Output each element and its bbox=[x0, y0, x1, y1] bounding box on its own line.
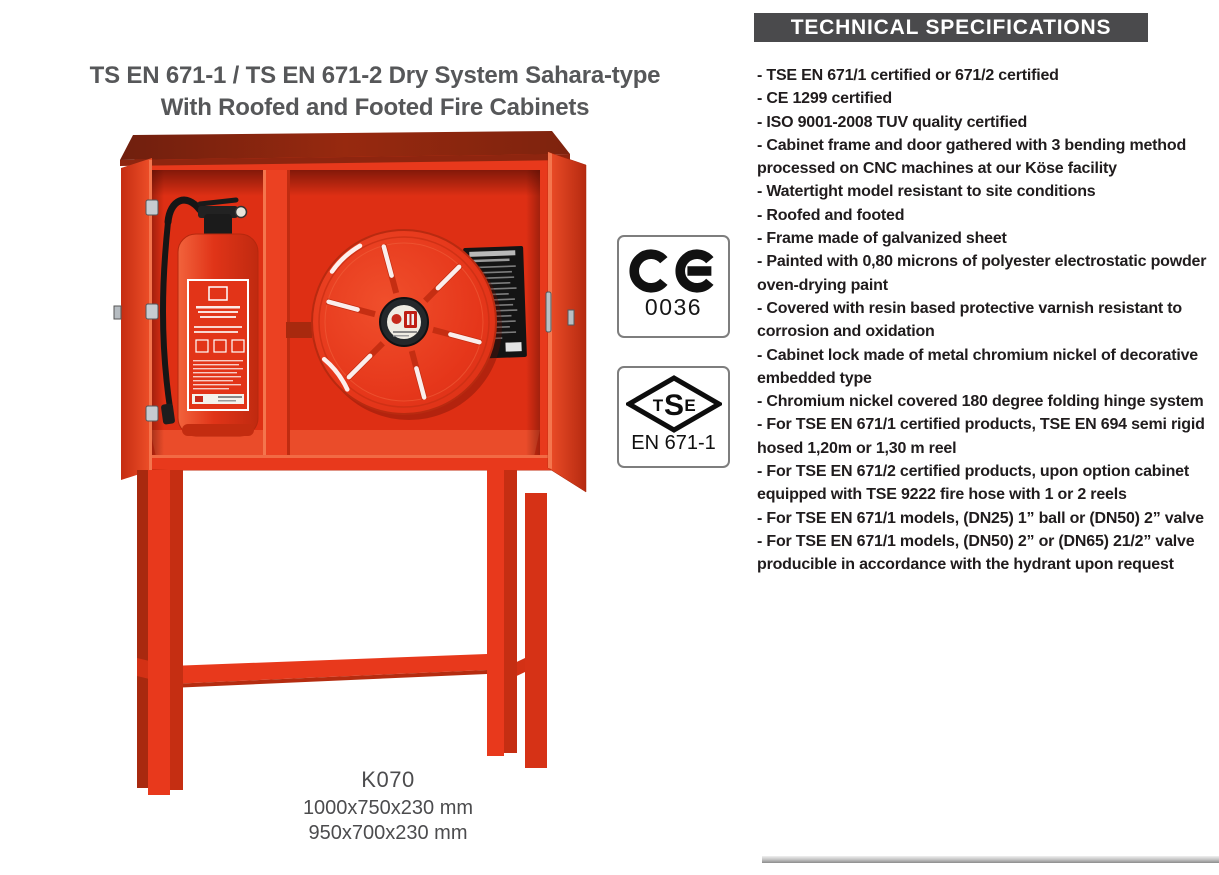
tse-standard-number: EN 671-1 bbox=[631, 432, 716, 454]
tse-letter-e: E bbox=[683, 396, 696, 415]
door-latch-rod-icon bbox=[546, 292, 551, 332]
tse-diamond-icon bbox=[626, 375, 722, 433]
bottom-divider-rule bbox=[762, 856, 1219, 863]
spec-item: - For TSE EN 671/1 models, (DN50) 2” or (DN65) 21/2” valve producible in accordance with the hydrant upon request bbox=[757, 532, 1203, 574]
product-dimension-1: 1000x750x230 mm bbox=[302, 797, 474, 819]
spec-item: - Painted with 0,80 microns of polyester electrostatic powder oven-drying paint bbox=[757, 253, 1211, 294]
right-door bbox=[546, 152, 586, 492]
extinguisher-label bbox=[188, 280, 248, 410]
spec-item: - Frame made of galvanized sheet bbox=[757, 230, 1007, 248]
product-dimension-2: 950x700x230 mm bbox=[308, 822, 468, 844]
ce-mark-icon bbox=[628, 248, 720, 294]
fire-cabinet-illustration bbox=[100, 130, 610, 800]
spec-list bbox=[757, 64, 1219, 577]
spec-item: - For TSE EN 671/2 certified products, upon option cabinet equipped with TSE 9222 fire hose with 1 or 2 reels bbox=[757, 463, 1194, 504]
product-caption bbox=[138, 767, 638, 846]
spec-item: - Roofed and footed bbox=[757, 206, 905, 224]
tse-letter-s: S bbox=[663, 389, 684, 422]
spec-item: - For TSE EN 671/1 certified products, TSE EN 694 semi rigid hosed 1,20m or 1,30 m reel bbox=[757, 416, 1209, 457]
spec-item: - Chromium nickel covered 180 degree folding hinge system bbox=[757, 393, 1204, 411]
spec-item: - Watertight model resistant to site conditions bbox=[757, 183, 1096, 201]
spec-item: - ISO 9001-2008 TUV quality certified bbox=[757, 113, 1028, 131]
spec-item: - Covered with resin based protective varnish resistant to corrosion and oxidation bbox=[757, 299, 1187, 341]
door-handle-icon bbox=[568, 310, 574, 325]
ce-certification-badge bbox=[617, 235, 730, 338]
technical-specifications-header: TECHNICAL SPECIFICATIONS bbox=[754, 13, 1148, 42]
door-latch-icon bbox=[114, 306, 121, 319]
spec-item: - CE 1299 certified bbox=[757, 90, 892, 108]
compartment-divider bbox=[263, 170, 290, 457]
product-image bbox=[100, 130, 610, 800]
spec-item: - Cabinet frame and door gathered with 3 bending method processed on CNC machines at our Köse facility bbox=[757, 136, 1191, 178]
spec-item: - Cabinet lock made of metal chromium nickel of decorative embedded type bbox=[757, 346, 1203, 387]
cabinet-roof bbox=[120, 131, 570, 166]
product-code: K070 bbox=[361, 767, 415, 792]
left-door bbox=[114, 158, 158, 480]
cabinet-legs bbox=[137, 470, 547, 795]
reel-hub bbox=[380, 298, 428, 346]
page-title-line2: With Roofed and Footed Fire Cabinets bbox=[160, 94, 590, 121]
page-title bbox=[28, 60, 722, 124]
tse-letter-t: T bbox=[652, 396, 663, 415]
ce-notified-body-number: 0036 bbox=[644, 294, 703, 320]
spec-item: - For TSE EN 671/1 models, (DN25) 1” ball or (DN50) 2” valve bbox=[757, 509, 1204, 527]
spec-item: - TSE EN 671/1 certified or 671/2 certified bbox=[757, 67, 1059, 84]
tse-certification-badge bbox=[617, 366, 730, 468]
page-title-line1: TS EN 671-1 / TS EN 671-2 Dry System Sahara-type bbox=[89, 62, 661, 89]
